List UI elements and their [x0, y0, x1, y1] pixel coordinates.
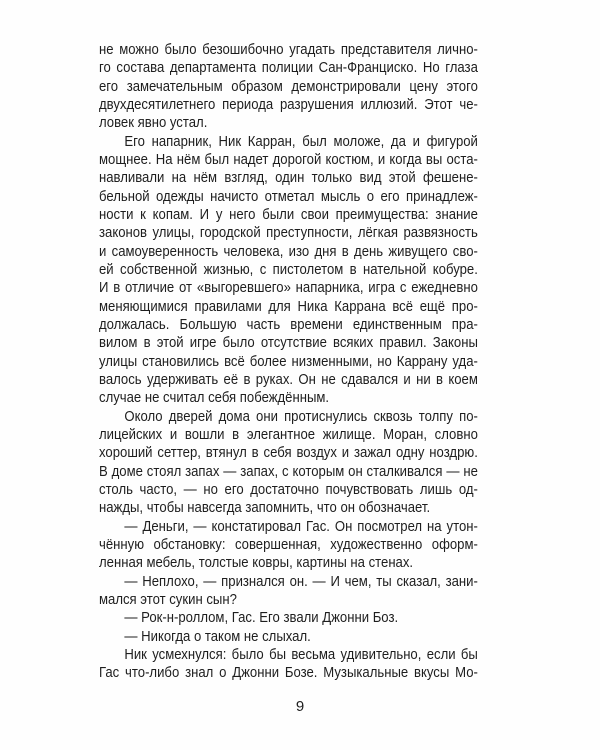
text-line: — Неплохо, — признался он. — И чем, ты сказал, зани-	[124, 572, 478, 590]
text-line: хороший сеттер, втянул в себя воздух и зажал одну ноздрю.	[99, 444, 478, 462]
text-line: Гас что-либо знал о Джонни Бозе. Музыкальные вкусы Мо-	[99, 664, 478, 682]
text-line: И в отличие от «выгоревшего» напарника, игра с ежедневно	[99, 279, 478, 297]
text-line: мался этот сукин сын?	[99, 590, 237, 608]
text-line: должалась. Большую часть времени единственным пра-	[99, 315, 478, 333]
text-line: законов улицы, городской преступности, лёгкая развязность	[99, 224, 478, 242]
text-line: двухдесятилетнего периода разрушения иллюзий. Этот че-	[99, 95, 478, 113]
text-line: случае не считал себя побеждённым.	[99, 389, 330, 407]
text-line: вилом в этой игре было отсутствие всяких правил. Законы	[99, 334, 478, 352]
text-line: — Рок-н-роллом, Гас. Его звали Джонни Боз.	[124, 609, 399, 627]
text-line: ловек явно устал.	[99, 114, 208, 132]
text-line: — Никогда о таком не слыхал.	[124, 627, 311, 645]
text-line: Ник усмехнулся: было бы весьма удивительно, если бы	[124, 645, 478, 663]
text-line: — Деньги, — констатировал Гас. Он посмотрел на утон-	[124, 517, 478, 535]
text-line: меняющимися правилами для Ника Каррана всё ещё про-	[99, 297, 478, 315]
text-line: нажды, чтобы навсегда запомнить, что он обозначает.	[99, 499, 431, 517]
text-line: валось удерживать её в руках. Он не сдавался и ни в коем	[99, 370, 478, 388]
page-number: 9	[295, 698, 305, 715]
text-line: навливали на нём взгляд, один только вид этой фешене-	[99, 169, 478, 187]
text-line: В доме стоял запах — запах, с которым он сталкивался — не	[99, 462, 478, 480]
text-line: его замечательным образом демонстрировали цену этого	[99, 77, 478, 95]
text-line: ей собственной жизнью, с пистолетом в нательной кобуре.	[99, 260, 478, 278]
text-line: бельной одежды начисто отметал мысль о его принадлеж-	[99, 187, 478, 205]
text-line: чённую обстановку: совершенная, художественно оформ-	[99, 535, 478, 553]
text-line: ности к копам. И у него были свои преимущества: знание	[99, 205, 478, 223]
text-line: мощнее. На нём был надет дорогой костюм, и когда вы оста-	[99, 150, 478, 168]
text-line: не можно было безошибочно угадать представителя лично-	[99, 41, 478, 58]
text-line: столь часто, — но его достаточно почувствовать лишь од-	[99, 480, 478, 498]
text-line: и самоуверенность человека, изо дня в день живущего сво-	[99, 242, 478, 260]
text-line: Около дверей дома они протиснулись сквозь толпу по-	[124, 407, 478, 425]
text-line: улицы становились всё более низменными, но Каррану уда-	[99, 352, 478, 370]
text-line: ленная мебель, толстые ковры, картины на стенах.	[99, 554, 414, 572]
text-line: Его напарник, Ник Карран, был моложе, да и фигурой	[124, 132, 478, 150]
text-line: лицейских и вошли в элегантное жилище. Моран, словно	[99, 425, 478, 443]
body-text	[99, 41, 478, 682]
text-line: го состава департамента полиции Сан-Франциско. Но глаза	[99, 59, 478, 77]
